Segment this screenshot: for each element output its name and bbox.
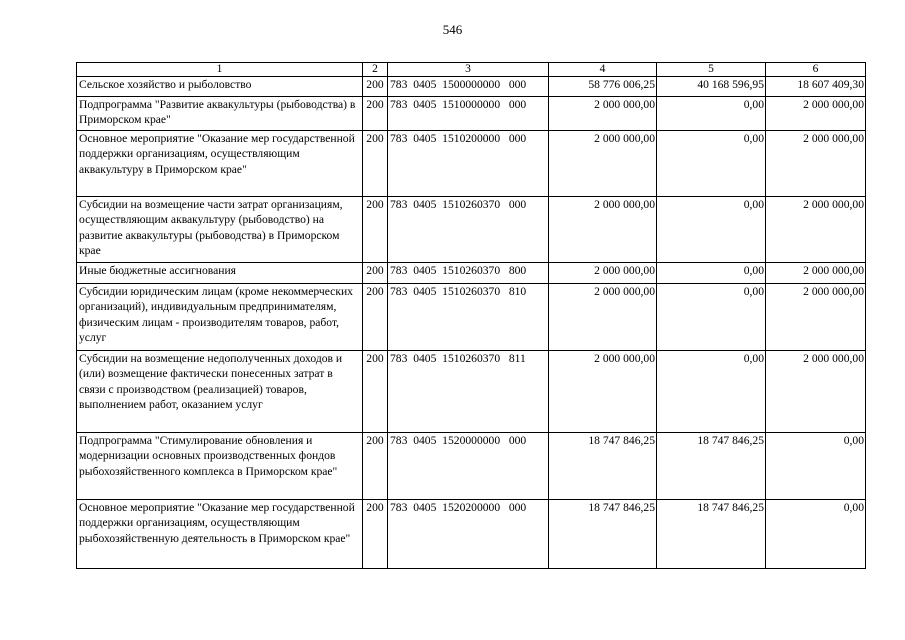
table-row bbox=[77, 263, 866, 284]
column-header-2: 2 bbox=[363, 63, 388, 77]
row-amount-col6: 0,00 bbox=[766, 433, 866, 500]
row-code: 200 bbox=[363, 131, 388, 197]
row-amount-col5: 0,00 bbox=[657, 131, 766, 197]
row-code: 200 bbox=[363, 284, 388, 351]
budget-table bbox=[76, 62, 866, 569]
row-amount-col4: 2 000 000,00 bbox=[549, 97, 657, 131]
table-row bbox=[77, 197, 866, 263]
row-amount-col5: 0,00 bbox=[657, 284, 766, 351]
row-classification: 783 0405 1510200000 000 bbox=[388, 131, 549, 197]
table-row bbox=[77, 433, 866, 500]
row-amount-col5: 0,00 bbox=[657, 351, 766, 433]
row-code: 200 bbox=[363, 263, 388, 284]
row-name: Субсидии на возмещение недополученных доходов и (или) возмещение фактически понесенных затрат в связи с производством (реализацией) товаров, выполнением работ, оказанием услуг bbox=[77, 351, 363, 433]
row-name: Сельское хозяйство и рыболовство bbox=[77, 77, 363, 97]
column-header-1: 1 bbox=[77, 63, 363, 77]
row-amount-col5: 0,00 bbox=[657, 97, 766, 131]
row-amount-col6: 2 000 000,00 bbox=[766, 197, 866, 263]
row-code: 200 bbox=[363, 77, 388, 97]
row-name: Субсидии юридическим лицам (кроме некоммерческих организаций), индивидуальным предпринимателям, физическим лицам - производителям товаров, работ, услуг bbox=[77, 284, 363, 351]
column-header-6: 6 bbox=[766, 63, 866, 77]
page-number: 546 bbox=[442, 22, 463, 37]
row-classification: 783 0405 1510000000 000 bbox=[388, 97, 549, 131]
row-name: Субсидии на возмещение части затрат организациям, осуществляющим аквакультуру (рыбоводство) на развитие аквакультуры (рыбоводства) в Приморском крае bbox=[77, 197, 363, 263]
table-row bbox=[77, 284, 866, 351]
row-classification: 783 0405 1510260370 000 bbox=[388, 197, 549, 263]
table-row bbox=[77, 351, 866, 433]
row-classification: 783 0405 1510260370 810 bbox=[388, 284, 549, 351]
row-amount-col4: 2 000 000,00 bbox=[549, 351, 657, 433]
row-amount-col5: 18 747 846,25 bbox=[657, 500, 766, 569]
row-amount-col4: 2 000 000,00 bbox=[549, 197, 657, 263]
row-amount-col6: 0,00 bbox=[766, 500, 866, 569]
row-name: Иные бюджетные ассигнования bbox=[77, 263, 363, 284]
row-code: 200 bbox=[363, 433, 388, 500]
column-header-3: 3 bbox=[388, 63, 549, 77]
row-amount-col5: 0,00 bbox=[657, 263, 766, 284]
row-amount-col6: 2 000 000,00 bbox=[766, 284, 866, 351]
row-amount-col6: 2 000 000,00 bbox=[766, 97, 866, 131]
row-amount-col5: 18 747 846,25 bbox=[657, 433, 766, 500]
row-amount-col4: 18 747 846,25 bbox=[549, 500, 657, 569]
table-row bbox=[77, 131, 866, 197]
row-code: 200 bbox=[363, 97, 388, 131]
row-code: 200 bbox=[363, 197, 388, 263]
row-name: Основное мероприятие "Оказание мер государственной поддержки организациям, осуществляющим рыбохозяйственную деятельность в Приморском крае" bbox=[77, 500, 363, 569]
table-row bbox=[77, 500, 866, 569]
row-amount-col5: 40 168 596,95 bbox=[657, 77, 766, 97]
column-header-4: 4 bbox=[549, 63, 657, 77]
row-amount-col4: 18 747 846,25 bbox=[549, 433, 657, 500]
row-classification: 783 0405 1520000000 000 bbox=[388, 433, 549, 500]
row-name: Подпрограмма "Развитие аквакультуры (рыбоводства) в Приморском крае" bbox=[77, 97, 363, 131]
row-amount-col6: 2 000 000,00 bbox=[766, 263, 866, 284]
row-name: Подпрограмма "Стимулирование обновления и модернизации основных производственных фондов рыбохозяйственного комплекса в Приморском крае" bbox=[77, 433, 363, 500]
table-row bbox=[77, 77, 866, 97]
row-classification: 783 0405 1520200000 000 bbox=[388, 500, 549, 569]
row-amount-col4: 58 776 006,25 bbox=[549, 77, 657, 97]
row-classification: 783 0405 1510260370 800 bbox=[388, 263, 549, 284]
row-amount-col4: 2 000 000,00 bbox=[549, 263, 657, 284]
column-header-5: 5 bbox=[657, 63, 766, 77]
row-name: Основное мероприятие "Оказание мер государственной поддержки организациям, осуществляющим аквакультуру в Приморском крае" bbox=[77, 131, 363, 197]
table-header-row bbox=[77, 63, 866, 77]
row-code: 200 bbox=[363, 351, 388, 433]
row-amount-col6: 2 000 000,00 bbox=[766, 131, 866, 197]
row-classification: 783 0405 1500000000 000 bbox=[388, 77, 549, 97]
row-amount-col4: 2 000 000,00 bbox=[549, 284, 657, 351]
table-row bbox=[77, 97, 866, 131]
row-amount-col4: 2 000 000,00 bbox=[549, 131, 657, 197]
row-amount-col6: 2 000 000,00 bbox=[766, 351, 866, 433]
row-amount-col6: 18 607 409,30 bbox=[766, 77, 866, 97]
row-amount-col5: 0,00 bbox=[657, 197, 766, 263]
row-code: 200 bbox=[363, 500, 388, 569]
row-classification: 783 0405 1510260370 811 bbox=[388, 351, 549, 433]
